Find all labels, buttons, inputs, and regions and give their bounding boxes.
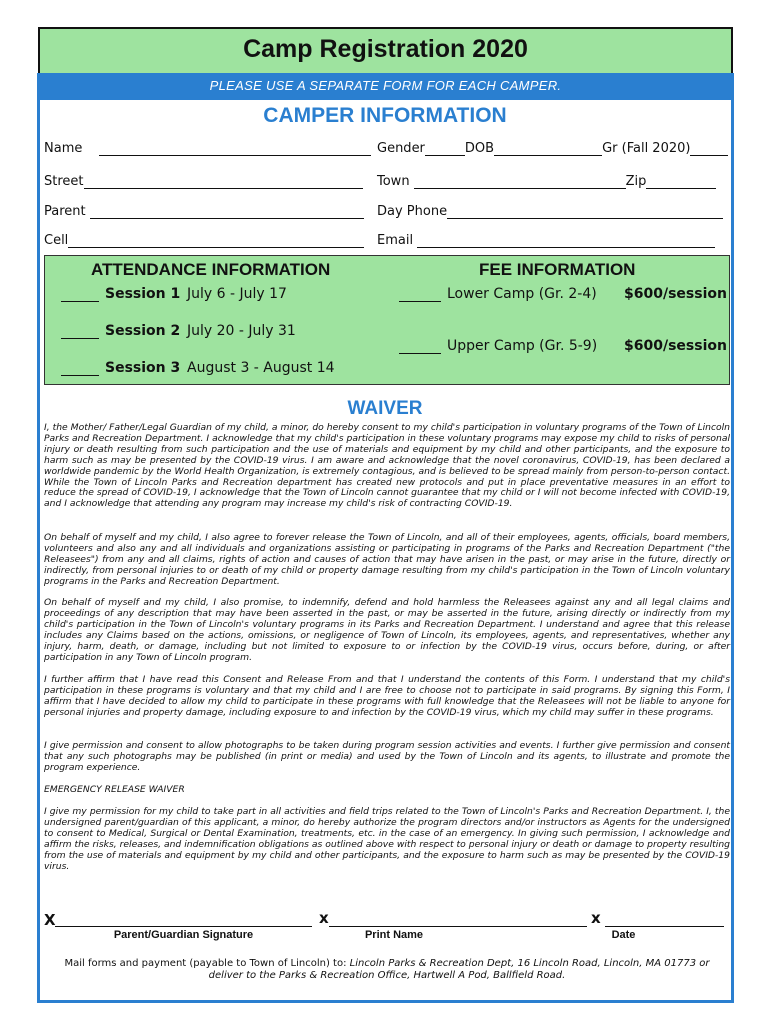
session-1-row[interactable] xyxy=(61,286,287,302)
street-label: Street xyxy=(44,174,84,189)
mailing-address-line-1: Lincoln Parks & Recreation Dept, 16 Lincoln Road, Lincoln, MA 01773 or xyxy=(349,958,710,969)
street-input-line[interactable] xyxy=(84,176,363,189)
form-title: Camp Registration 2020 xyxy=(243,35,528,63)
cell-label: Cell xyxy=(44,233,69,248)
mailing-address-line-2: deliver to the Parks & Recreation Office, Hartwell A Pod, Ballfield Road. xyxy=(208,970,566,981)
emergency-heading: EMERGENCY RELEASE WAIVER xyxy=(44,784,185,795)
date-x-mark: x xyxy=(591,909,601,927)
session-1-checkline[interactable] xyxy=(61,290,99,302)
dayphone-label: Day Phone xyxy=(377,204,448,219)
parent-label: Parent xyxy=(44,204,86,219)
name-input-line[interactable] xyxy=(99,143,371,156)
zip-input-line[interactable] xyxy=(646,176,716,189)
session-1-label: Session 1 xyxy=(105,286,181,302)
name-field[interactable] xyxy=(44,138,371,156)
mailing-instructions xyxy=(44,958,730,982)
mailing-prefix: Mail forms and payment (payable to Town of Lincoln) to: xyxy=(64,958,350,969)
town-input-line[interactable] xyxy=(414,176,626,189)
upper-camp-price: $600/session xyxy=(624,338,727,354)
lower-camp-row[interactable] xyxy=(399,286,727,302)
print-name-line[interactable] xyxy=(329,913,587,927)
date-label: Date xyxy=(611,929,636,941)
zip-label: Zip xyxy=(625,174,647,189)
town-zip-field[interactable] xyxy=(377,171,716,189)
street-field[interactable] xyxy=(44,171,363,189)
gender-input-line[interactable] xyxy=(425,143,465,156)
email-field[interactable] xyxy=(377,230,715,248)
waiver-paragraph-5: I give permission and consent to allow photographs to be taken during program session activities and events. I further give permission and consent that any such photographs may be published (in print or media) and used by the Town of Lincoln and its agents, to illustrate and promote the program experience. xyxy=(44,740,730,773)
instruction-banner: PLEASE USE A SEPARATE FORM FOR EACH CAMPER. xyxy=(37,73,734,98)
parent-signature-label: Parent/Guardian Signature xyxy=(113,929,254,941)
session-2-dates: July 20 - July 31 xyxy=(187,323,296,339)
lower-camp-checkline[interactable] xyxy=(399,290,441,302)
waiver-paragraph-6: I give my permission for my child to take part in all activities and field trips related to the Town of Lincoln's Parks and Recreation Department. I, the undersigned parent/guardian of this applicant, a minor, do hereby authorize the program directors and/or instructors as Agents for the undersigned to consent to Medical, Surgical or Dental Examination, treatments, etc. in the case of an emergency. In giving such permission, I acknowledge and affirm the risks, releases, and indemnification obligations as outlined above with respect to personal injury or death or damage to property resulting from the use of materials and equipment by my child and other participants, and the exposure to harm such as may be presented by the COVID-19 virus. xyxy=(44,806,730,872)
session-3-row[interactable] xyxy=(61,360,335,376)
lower-camp-price: $600/session xyxy=(624,286,727,302)
cell-input-line[interactable] xyxy=(68,235,364,248)
session-2-checkline[interactable] xyxy=(61,327,99,339)
dob-input-line[interactable] xyxy=(494,143,602,156)
waiver-paragraph-1: I, the Mother/ Father/Legal Guardian of my child, a minor, do hereby consent to my child's participation in voluntary programs of the Town of Lincoln Parks and Recreation Department. I acknowledge that my child's participation in these voluntary programs may expose my child to risks of personal injury or death resulting from such participation and the use of materials and equipment by my child and other participants, and the exposure to harm such as may be presented by the COVID-19 virus. I am aware and acknowledge that the novel coronavirus, COVID-19, has been declared a worldwide pandemic by the World Health Organization, is extremely contagious, and is believed to be spread mainly from person-to-person contact. While the Town of Lincoln Parks and Recreation department has created new protocols and put in place preventative measures in an effort to reduce the spread of COVID-19, I acknowledge that the Town of Lincoln cannot guarantee that my child or I will not become infected with COVID-19, and I acknowledge that attending any program may increase my child's risk of contracting COVID-19. xyxy=(44,422,730,510)
parent-field[interactable] xyxy=(44,201,364,219)
session-3-checkline[interactable] xyxy=(61,364,99,376)
town-label: Town xyxy=(377,174,410,189)
waiver-paragraph-4: I further affirm that I have read this Consent and Release From and that I understand the contents of this Form. I understand that my child's participation in these programs is voluntary and that my child and I are free to choose not to participate in said programs. By signing this Form, I affirm that I have decided to allow my child to participate in these programs with full knowledge that the Releasees will not be liable to anyone for personal injuries and property damage, including exposure to and infection by the COVID-19 virus, which my child may suffer in these programs. xyxy=(44,674,730,718)
name-label: Name xyxy=(44,141,83,156)
waiver-paragraph-2: On behalf of myself and my child, I also agree to forever release the Town of Lincoln, and all of their employees, agents, officials, board members, volunteers and also any and all individuals and organizations assisting or participating in programs of the Parks and Recreation Department ("the Releasees") from any and all claims, rights of action and causes of action that may have arisen in the past, or may arise in the future, directly or indirectly, from personal injuries to or death of my child or property damage resulting from my child's participation in the Town of Lincoln voluntary programs in the Parks and Recreation Department. xyxy=(44,532,730,587)
fee-title: FEE INFORMATION xyxy=(479,260,636,279)
date-line[interactable] xyxy=(605,913,724,927)
email-label: Email xyxy=(377,233,414,248)
signature-x-mark: X xyxy=(44,911,56,929)
camper-info-title: CAMPER INFORMATION xyxy=(263,104,507,127)
grade-label: Gr (Fall 2020) xyxy=(602,141,691,156)
dob-label: DOB xyxy=(464,141,495,156)
cell-field[interactable] xyxy=(44,230,364,248)
waiver-paragraph-3: On behalf of myself and my child, I also promise, to indemnify, defend and hold harmless the Releasees against any and all legal claims and proceedings of any description that may have been asserted in the past, or may be asserted in the future, arising directly or indirectly from my child's participation in the Town of Lincoln's voluntary programs in its Parks and Recreation Department. I understand and agree that this release includes any Claims based on the actions, omissions, or negligence of Town of Lincoln, its employees, agents, and representatives, whether any injury, harm, death, or damage, including but not limited to exposure to or infection by the COVID-19 virus, occurs before, during, or after participation in any Town of Lincoln program. xyxy=(44,597,730,663)
print-name-label: Print Name xyxy=(364,929,424,941)
session-3-dates: August 3 - August 14 xyxy=(187,360,335,376)
email-input-line[interactable] xyxy=(417,235,715,248)
waiver-title: WAIVER xyxy=(347,398,423,419)
gender-label: Gender xyxy=(377,141,425,156)
attendance-title: ATTENDANCE INFORMATION xyxy=(91,260,331,279)
attendance-fee-panel xyxy=(44,255,730,385)
print-x-mark: x xyxy=(319,909,329,927)
parent-signature-line[interactable] xyxy=(55,913,312,927)
dayphone-field[interactable] xyxy=(377,201,723,219)
session-1-dates: July 6 - July 17 xyxy=(187,286,287,302)
session-2-label: Session 2 xyxy=(105,323,181,339)
dayphone-input-line[interactable] xyxy=(447,206,723,219)
grade-input-line[interactable] xyxy=(690,143,728,156)
session-3-label: Session 3 xyxy=(105,360,181,376)
lower-camp-label: Lower Camp (Gr. 2-4) xyxy=(447,286,597,302)
title-box xyxy=(38,27,733,75)
upper-camp-label: Upper Camp (Gr. 5-9) xyxy=(447,338,598,354)
session-2-row[interactable] xyxy=(61,323,296,339)
upper-camp-row[interactable] xyxy=(399,338,727,354)
parent-input-line[interactable] xyxy=(90,206,364,219)
upper-camp-checkline[interactable] xyxy=(399,342,441,354)
gender-dob-grade-field[interactable] xyxy=(377,138,728,156)
